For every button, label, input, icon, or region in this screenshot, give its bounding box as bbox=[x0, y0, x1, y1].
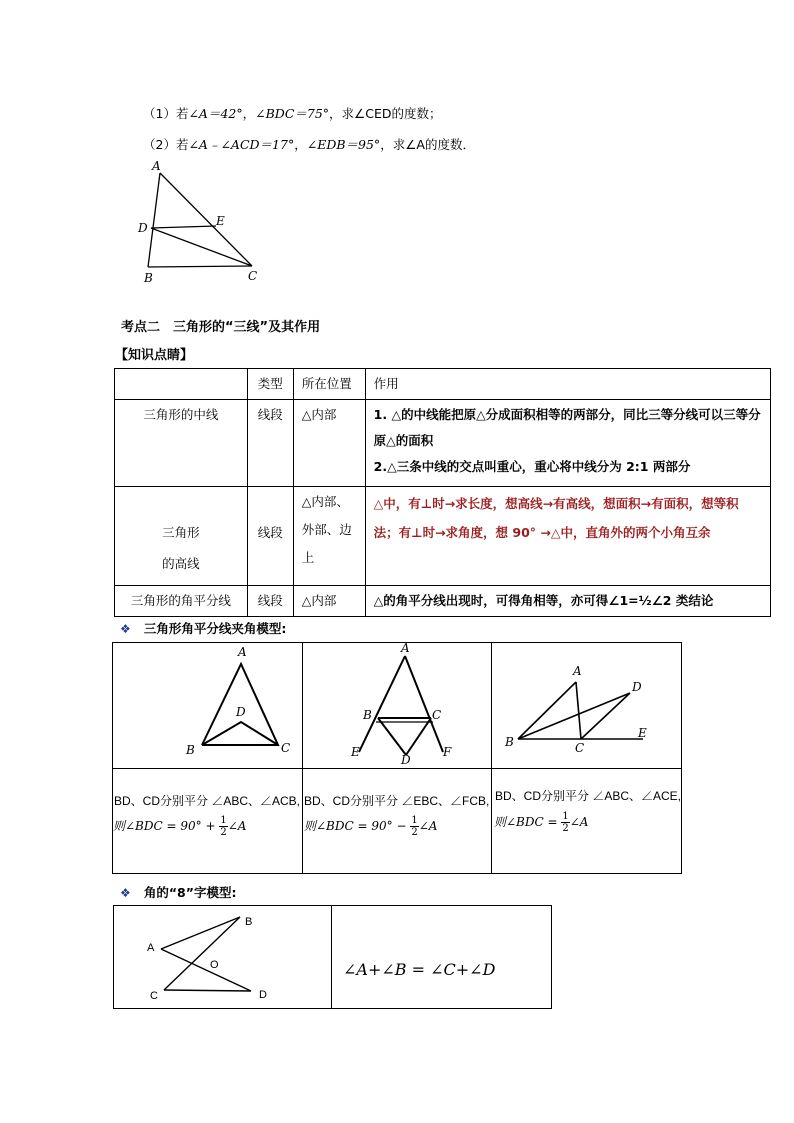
svg-text:D: D bbox=[259, 989, 267, 1001]
svg-text:D: D bbox=[236, 705, 246, 719]
bisector-model-2-figure bbox=[345, 642, 465, 767]
bisector-heading: ❖ 三角形角平分线夹角模型: bbox=[120, 621, 287, 636]
q1-ask: ，求∠CED的度数； bbox=[329, 106, 442, 121]
bisector-model-1-formula: 则∠BDC = 90° + $\frac{1}{2}$ ∠A bbox=[113, 815, 247, 838]
svg-text:A: A bbox=[401, 642, 410, 655]
svg-text:E: E bbox=[638, 726, 647, 740]
eight-formula: ∠A+∠B = ∠C+∠D bbox=[343, 960, 496, 979]
table-row-bisector bbox=[115, 586, 771, 617]
svg-text:C: C bbox=[150, 990, 158, 1002]
eight-divider bbox=[331, 905, 332, 1008]
svg-text:C: C bbox=[575, 741, 585, 755]
q2-condition-2: ∠EDB＝95° bbox=[306, 137, 381, 152]
bisector-model-1-text: BD、CD分别平分 ∠ABC、∠ACB, bbox=[114, 794, 301, 808]
bisector-model-2-text: BD、CD分别平分 ∠EBC、∠FCB, bbox=[304, 794, 490, 808]
svg-text:D: D bbox=[401, 753, 411, 767]
svg-text:A: A bbox=[147, 942, 155, 954]
q1-separator: ， bbox=[242, 106, 256, 121]
bisector-model-3-figure bbox=[500, 655, 660, 755]
svg-text:B: B bbox=[245, 916, 253, 928]
question-1 bbox=[143, 104, 442, 122]
svg-text:C: C bbox=[281, 741, 290, 755]
header-empty bbox=[115, 369, 248, 400]
row-median-name: 三角形的中线 bbox=[115, 400, 248, 487]
header-position: 所在位置 bbox=[293, 369, 365, 400]
label-b: B bbox=[144, 271, 153, 285]
svg-text:E: E bbox=[351, 745, 360, 759]
table-header-row bbox=[115, 369, 771, 400]
row-bisector-effect: △的角平分线出现时，可得角相等，亦可得∠1=½∠2 类结论 bbox=[365, 586, 770, 617]
label-c: C bbox=[248, 269, 258, 283]
bisector-model-1-figure bbox=[180, 642, 290, 767]
row-median-position: △内部 bbox=[293, 400, 365, 487]
svg-text:B: B bbox=[505, 735, 514, 749]
section-title: 考点二 三角形的“三线”及其作用 bbox=[121, 320, 321, 335]
grid-divider-1 bbox=[302, 642, 303, 873]
q1-condition-1: ∠A＝42° bbox=[188, 106, 243, 121]
svg-text:A: A bbox=[573, 664, 582, 678]
svg-text:D: D bbox=[632, 680, 642, 694]
question-2 bbox=[143, 135, 475, 153]
svg-text:B: B bbox=[186, 743, 195, 757]
row-altitude-type: 线段 bbox=[247, 487, 293, 586]
header-effect: 作用 bbox=[365, 369, 770, 400]
row-altitude-position: △内部、外部、边上 bbox=[293, 487, 365, 586]
table-row-altitude bbox=[115, 487, 771, 586]
segment-ab bbox=[148, 173, 160, 267]
label-d: D bbox=[138, 221, 148, 235]
segment-de bbox=[151, 226, 216, 228]
table-row-median bbox=[115, 400, 771, 487]
header-type: 类型 bbox=[247, 369, 293, 400]
grid-divider-2 bbox=[491, 642, 492, 873]
q2-separator: ， bbox=[294, 137, 307, 152]
svg-text:O: O bbox=[210, 959, 219, 971]
triangle-figure bbox=[130, 155, 280, 290]
knowledge-heading: 【知识点睛】 bbox=[115, 348, 194, 363]
segment-bc bbox=[148, 266, 252, 267]
eight-heading: ❖ 角的“8”字模型: bbox=[120, 885, 237, 900]
bisector-model-3-formula: 则∠BDC = $\frac{1}{2}$ ∠A bbox=[494, 811, 589, 834]
svg-text:C: C bbox=[432, 708, 442, 722]
q2-prefix: （2）若 bbox=[143, 137, 189, 152]
segment-ac bbox=[160, 173, 252, 266]
row-median-type: 线段 bbox=[247, 400, 293, 487]
q1-condition-2: ∠BDC＝75° bbox=[255, 106, 330, 121]
diamond-bullet-icon: ❖ bbox=[120, 886, 131, 900]
row-altitude-name: 三角形 的高线 bbox=[115, 487, 248, 586]
q2-ask: ，求∠A的度数． bbox=[380, 137, 475, 152]
bisector-model-3-text: BD、CD分别平分 ∠ABC、∠ACE, bbox=[495, 789, 682, 803]
row-median-effect bbox=[365, 400, 770, 487]
svg-text:A: A bbox=[238, 645, 247, 659]
row-bisector-type: 线段 bbox=[247, 586, 293, 617]
label-a: A bbox=[152, 159, 161, 173]
row-altitude-effect: △中，有⊥时→求长度，想高线→有高线，想面积→有面积，想等积法；有⊥时→求角度，想 90° →△中，直角外的两个小角互余 bbox=[365, 487, 770, 586]
q2-condition-1: ∠A﹣∠ACD＝17° bbox=[188, 137, 295, 152]
grid-divider-h bbox=[112, 768, 681, 769]
diamond-bullet-icon: ❖ bbox=[120, 622, 131, 636]
knowledge-table bbox=[114, 368, 771, 617]
median-effect-2: 2.△三条中线的交点叫重心，重心将中线分为 2:1 两部分 bbox=[373, 459, 691, 474]
eight-model-figure bbox=[140, 908, 300, 1005]
row-bisector-name: 三角形的角平分线 bbox=[115, 586, 248, 617]
row-bisector-position: △内部 bbox=[293, 586, 365, 617]
svg-text:B: B bbox=[363, 708, 372, 722]
label-e: E bbox=[216, 214, 225, 228]
q1-prefix: （1）若 bbox=[143, 106, 189, 121]
segment-dc bbox=[151, 228, 252, 266]
bisector-model-2-formula: 则∠BDC = 90° − $\frac{1}{2}$ ∠A bbox=[304, 815, 438, 838]
svg-text:F: F bbox=[443, 745, 452, 759]
median-effect-1: 1. △的中线能把原△分成面积相等的两部分，同比三等分线可以三等分原△的面积 bbox=[373, 407, 761, 448]
